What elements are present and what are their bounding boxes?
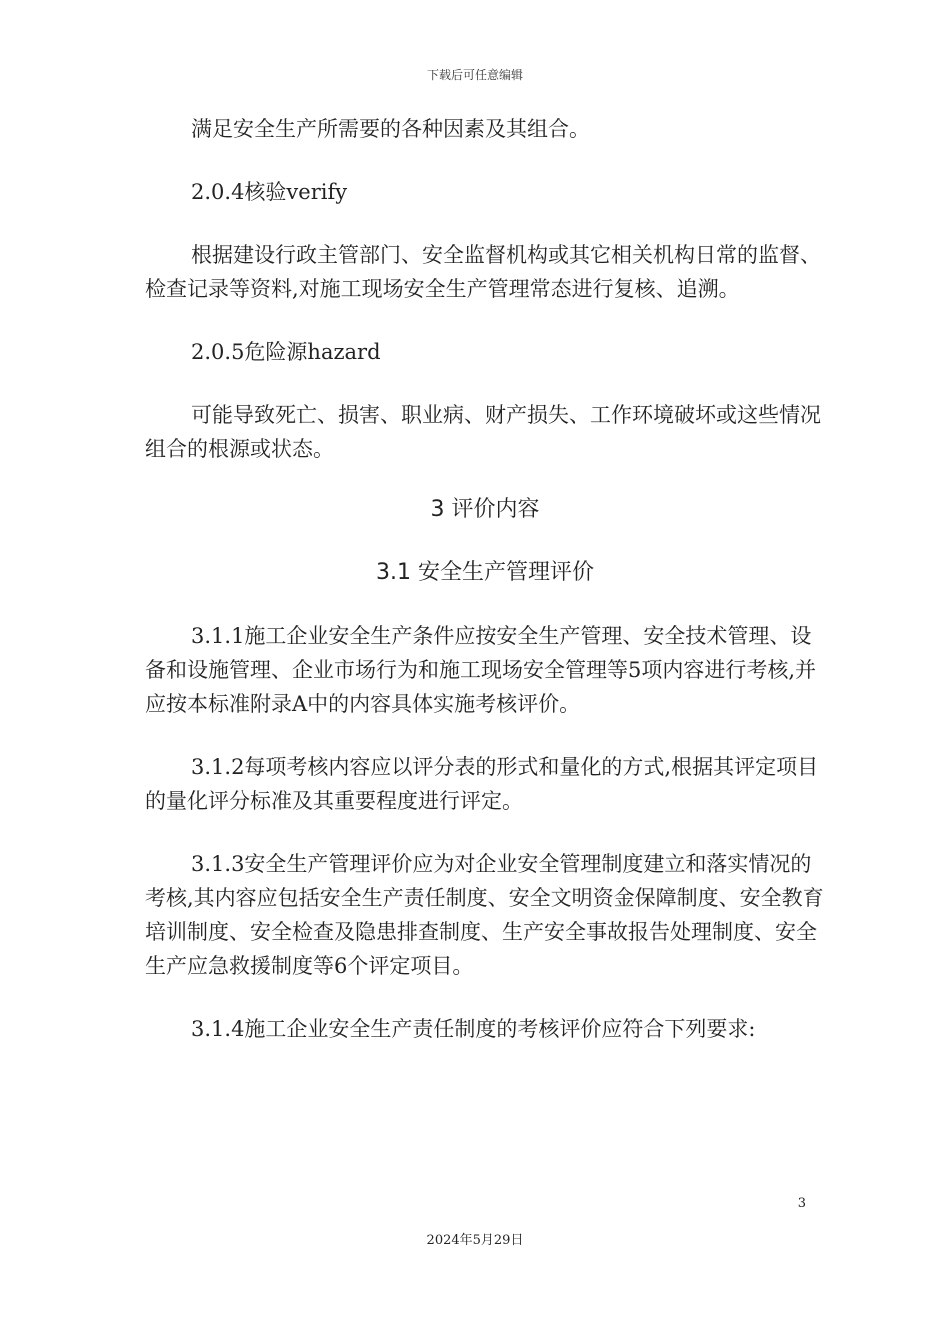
paragraph: 可能导致死亡、损害、职业病、财产损失、工作环境破坏或这些情况组合的根源或状态。 [145,403,821,461]
paragraph: 满足安全生产所需要的各种因素及其组合。 [191,117,590,141]
page-header: 下载后可任意编辑 [426,68,523,82]
clause-3-1-2: 3.1.2每项考核内容应以评分表的形式和量化的方式,根据其评定项目的量化评分标准及其重要程度进行评定。 [145,755,819,813]
document-body [145,112,825,1046]
page-number: 3 [797,1196,806,1211]
clause-3-1-4: 3.1.4施工企业安全生产责任制度的考核评价应符合下列要求: [191,1017,756,1041]
paragraph: 根据建设行政主管部门、安全监督机构或其它相关机构日常的监督、检查记录等资料,对施工现场安全生产管理常态进行复核、追溯。 [145,243,821,301]
term-2-0-5: 2.0.5危险源hazard [191,340,381,364]
clause-3-1-1: 3.1.1施工企业安全生产条件应按安全生产管理、安全技术管理、设备和设施管理、企业市场行为和施工现场安全管理等5项内容进行考核,并应按本标准附录A中的内容具体实施考核评价。 [145,624,817,716]
section-heading: 3 评价内容 [430,497,540,522]
subsection-heading: 3.1 安全生产管理评价 [376,560,594,585]
page-footer-date: 2024年5月29日 [426,1233,524,1248]
clause-3-1-3: 3.1.3安全生产管理评价应为对企业安全管理制度建立和落实情况的考核,其内容应包括安全生产责任制度、安全文明资金保障制度、安全教育培训制度、安全检查及隐患排查制度、生产安全事故报告处理制度、安全生产应急救援制度等6个评定项目。 [145,852,824,978]
term-2-0-4: 2.0.4核验verify [191,180,348,204]
